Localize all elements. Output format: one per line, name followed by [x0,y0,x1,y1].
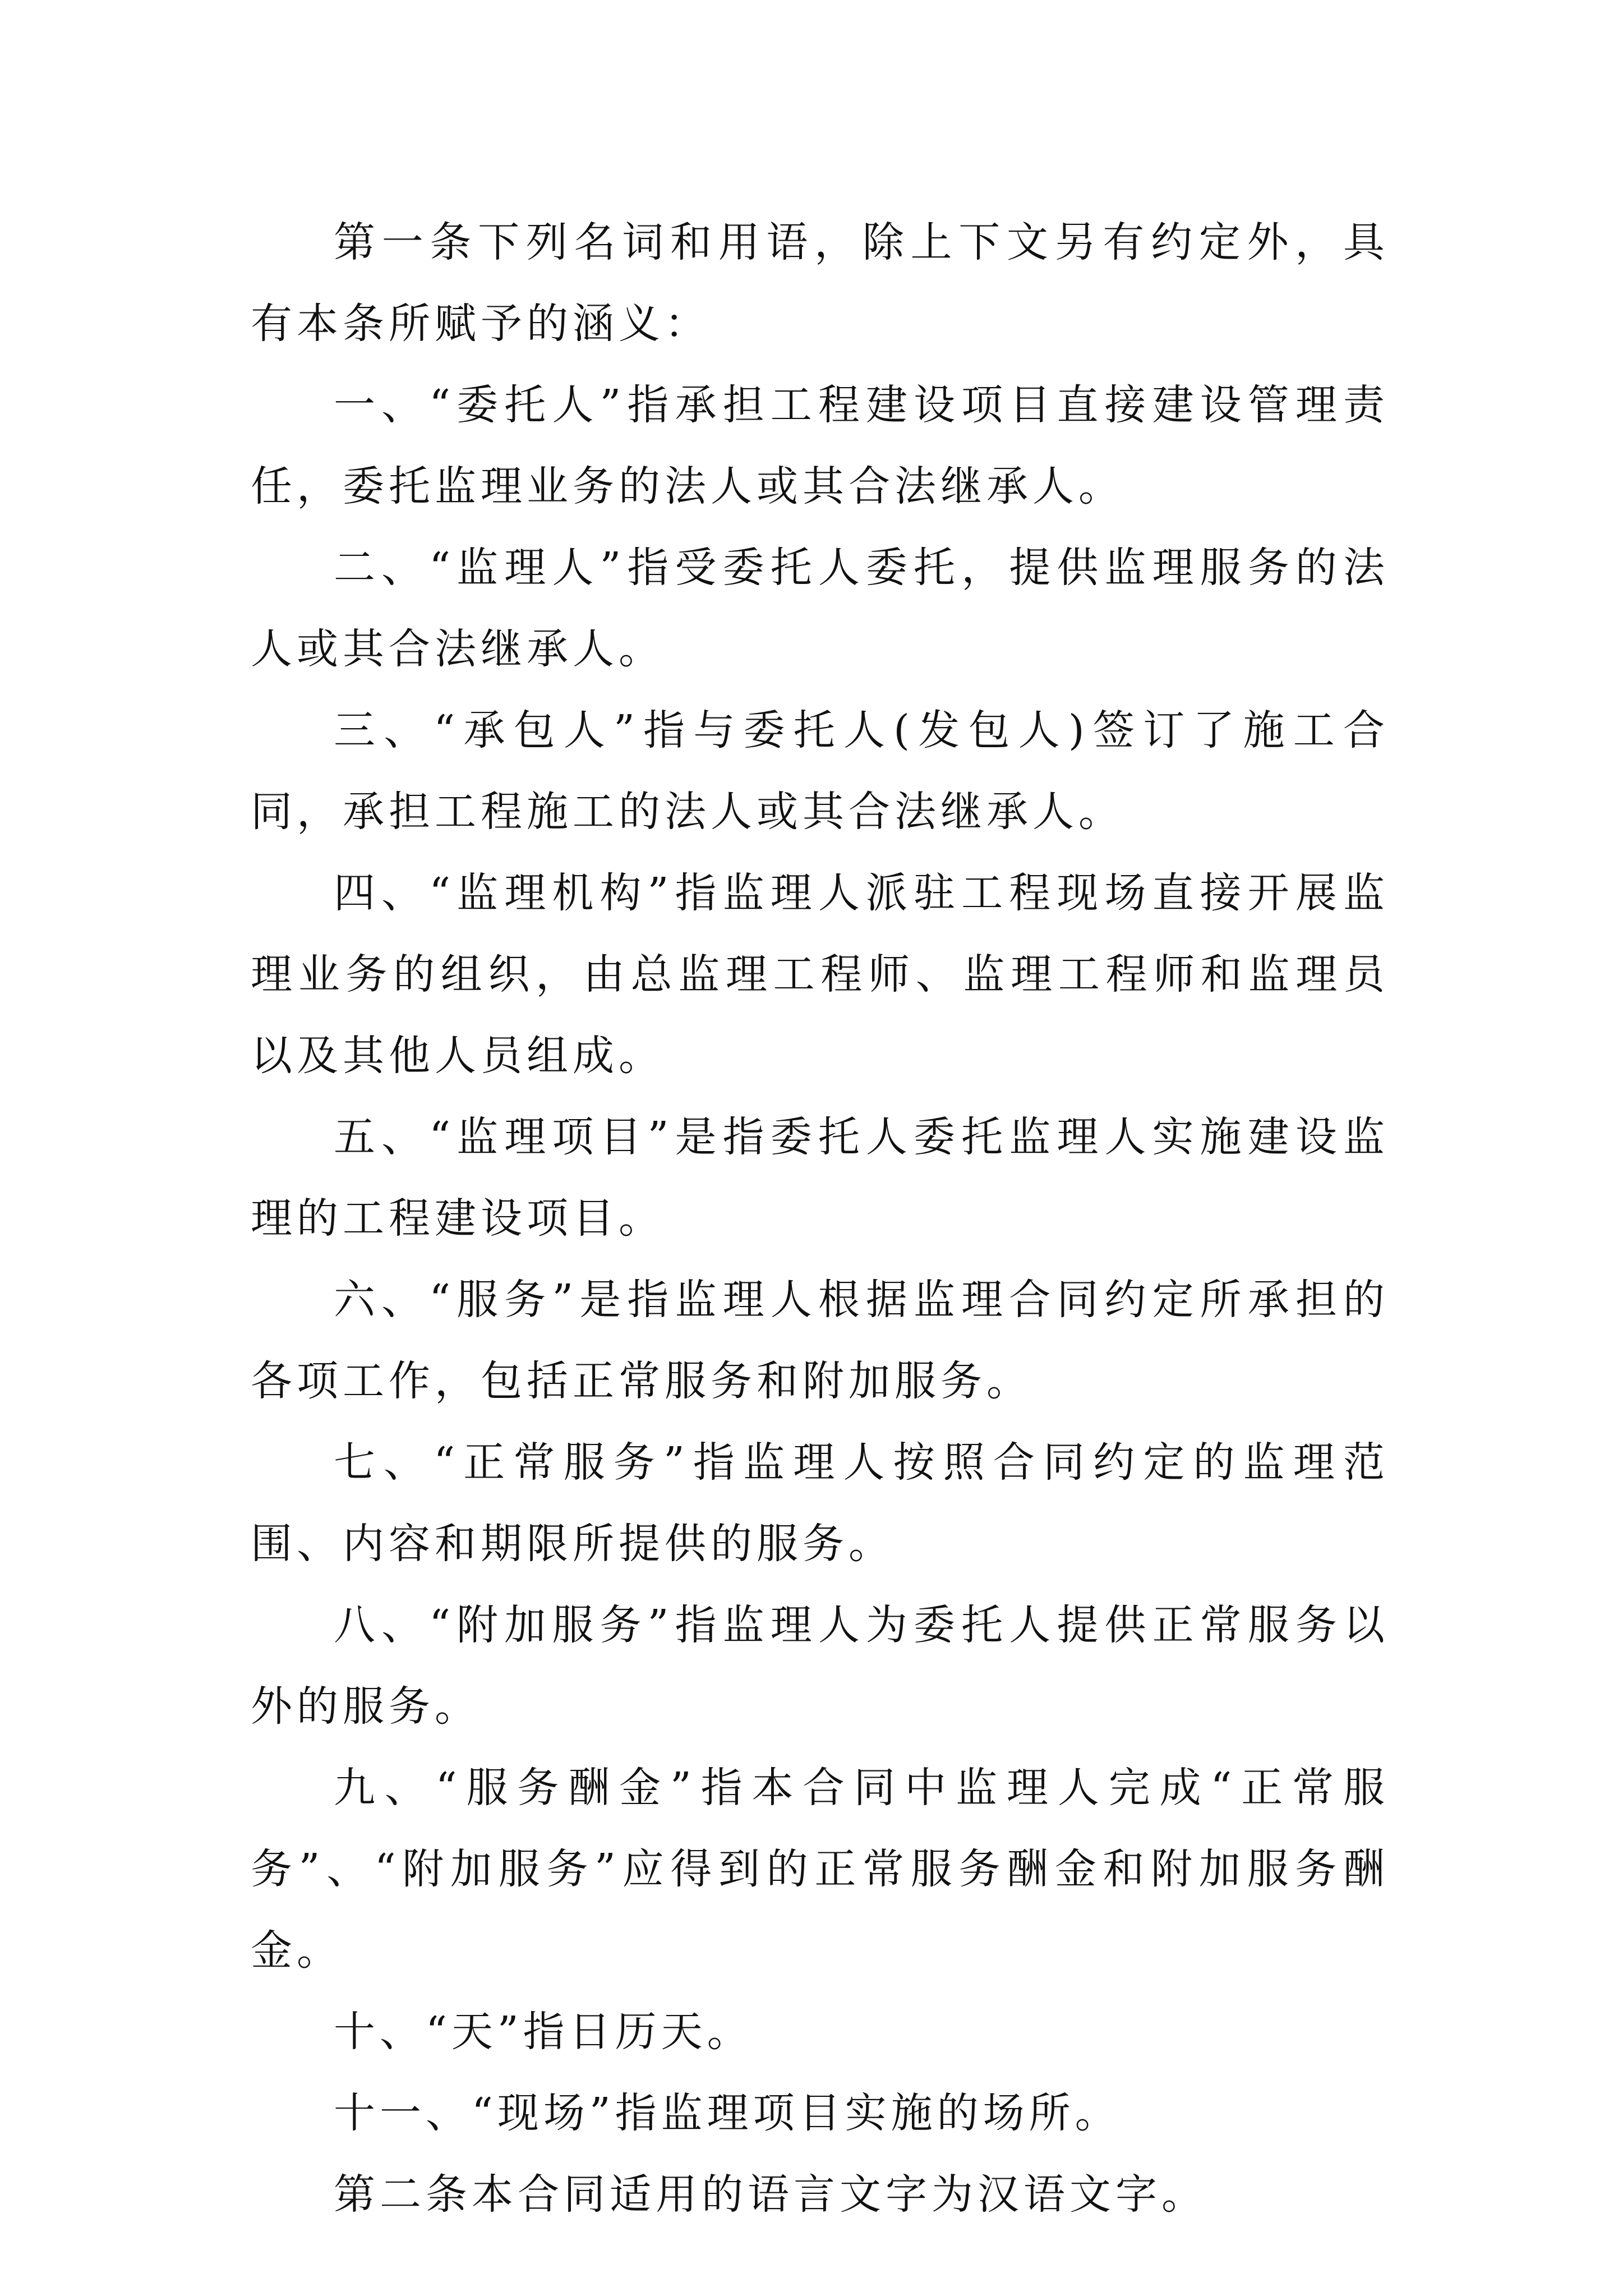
definition-service: 六、“服务”是指监理人根据监理合同约定所承担的各项工作，包括正常服务和附加服务。 [251,1276,1389,1405]
definition-client: 一、“委托人”指承担工程建设项目直接建设管理责任，委托监理业务的法人或其合法继承人。 [251,381,1389,510]
definition-supervisor: 二、“监理人”指受委托人委托，提供监理服务的法人或其合法继承人。 [251,544,1389,673]
definition-day: 十、“天”指日历天。 [334,2008,753,2056]
definition-service-fee: 九、“服务酬金”指本合同中监理人完成“正常服务”、“附加服务”应得到的正常服务酬金和附加服务酬金。 [251,1764,1389,1975]
definition-supervision-agency: 四、“监理机构”指监理人派驻工程现场直接开展监理业务的组织，由总监理工程师、监理工程师和监理员以及其他人员组成。 [251,869,1389,1080]
definition-site: 十一、“现场”指监理项目实施的场所。 [334,2089,1121,2137]
document-body [251,202,1389,2235]
definition-contractor: 三、“承包人”指与委托人(发包人)签订了施工合同，承担工程施工的法人或其合法继承人。 [251,706,1389,836]
definition-additional-service: 八、“附加服务”指监理人为委托人提供正常服务以外的服务。 [251,1601,1389,1731]
definition-normal-service: 七、“正常服务”指监理人按照合同约定的监理范围、内容和期限所提供的服务。 [251,1438,1389,1568]
definition-supervision-project: 五、“监理项目”是指委托人委托监理人实施建设监理的工程建设项目。 [251,1113,1389,1243]
article-1-definitions-intro: 第一条下列名词和用语，除上下文另有约定外，具有本条所赋予的涵义： [251,218,1389,348]
article-2-language: 第二条本合同适用的语言文字为汉语文字。 [334,2170,1207,2219]
